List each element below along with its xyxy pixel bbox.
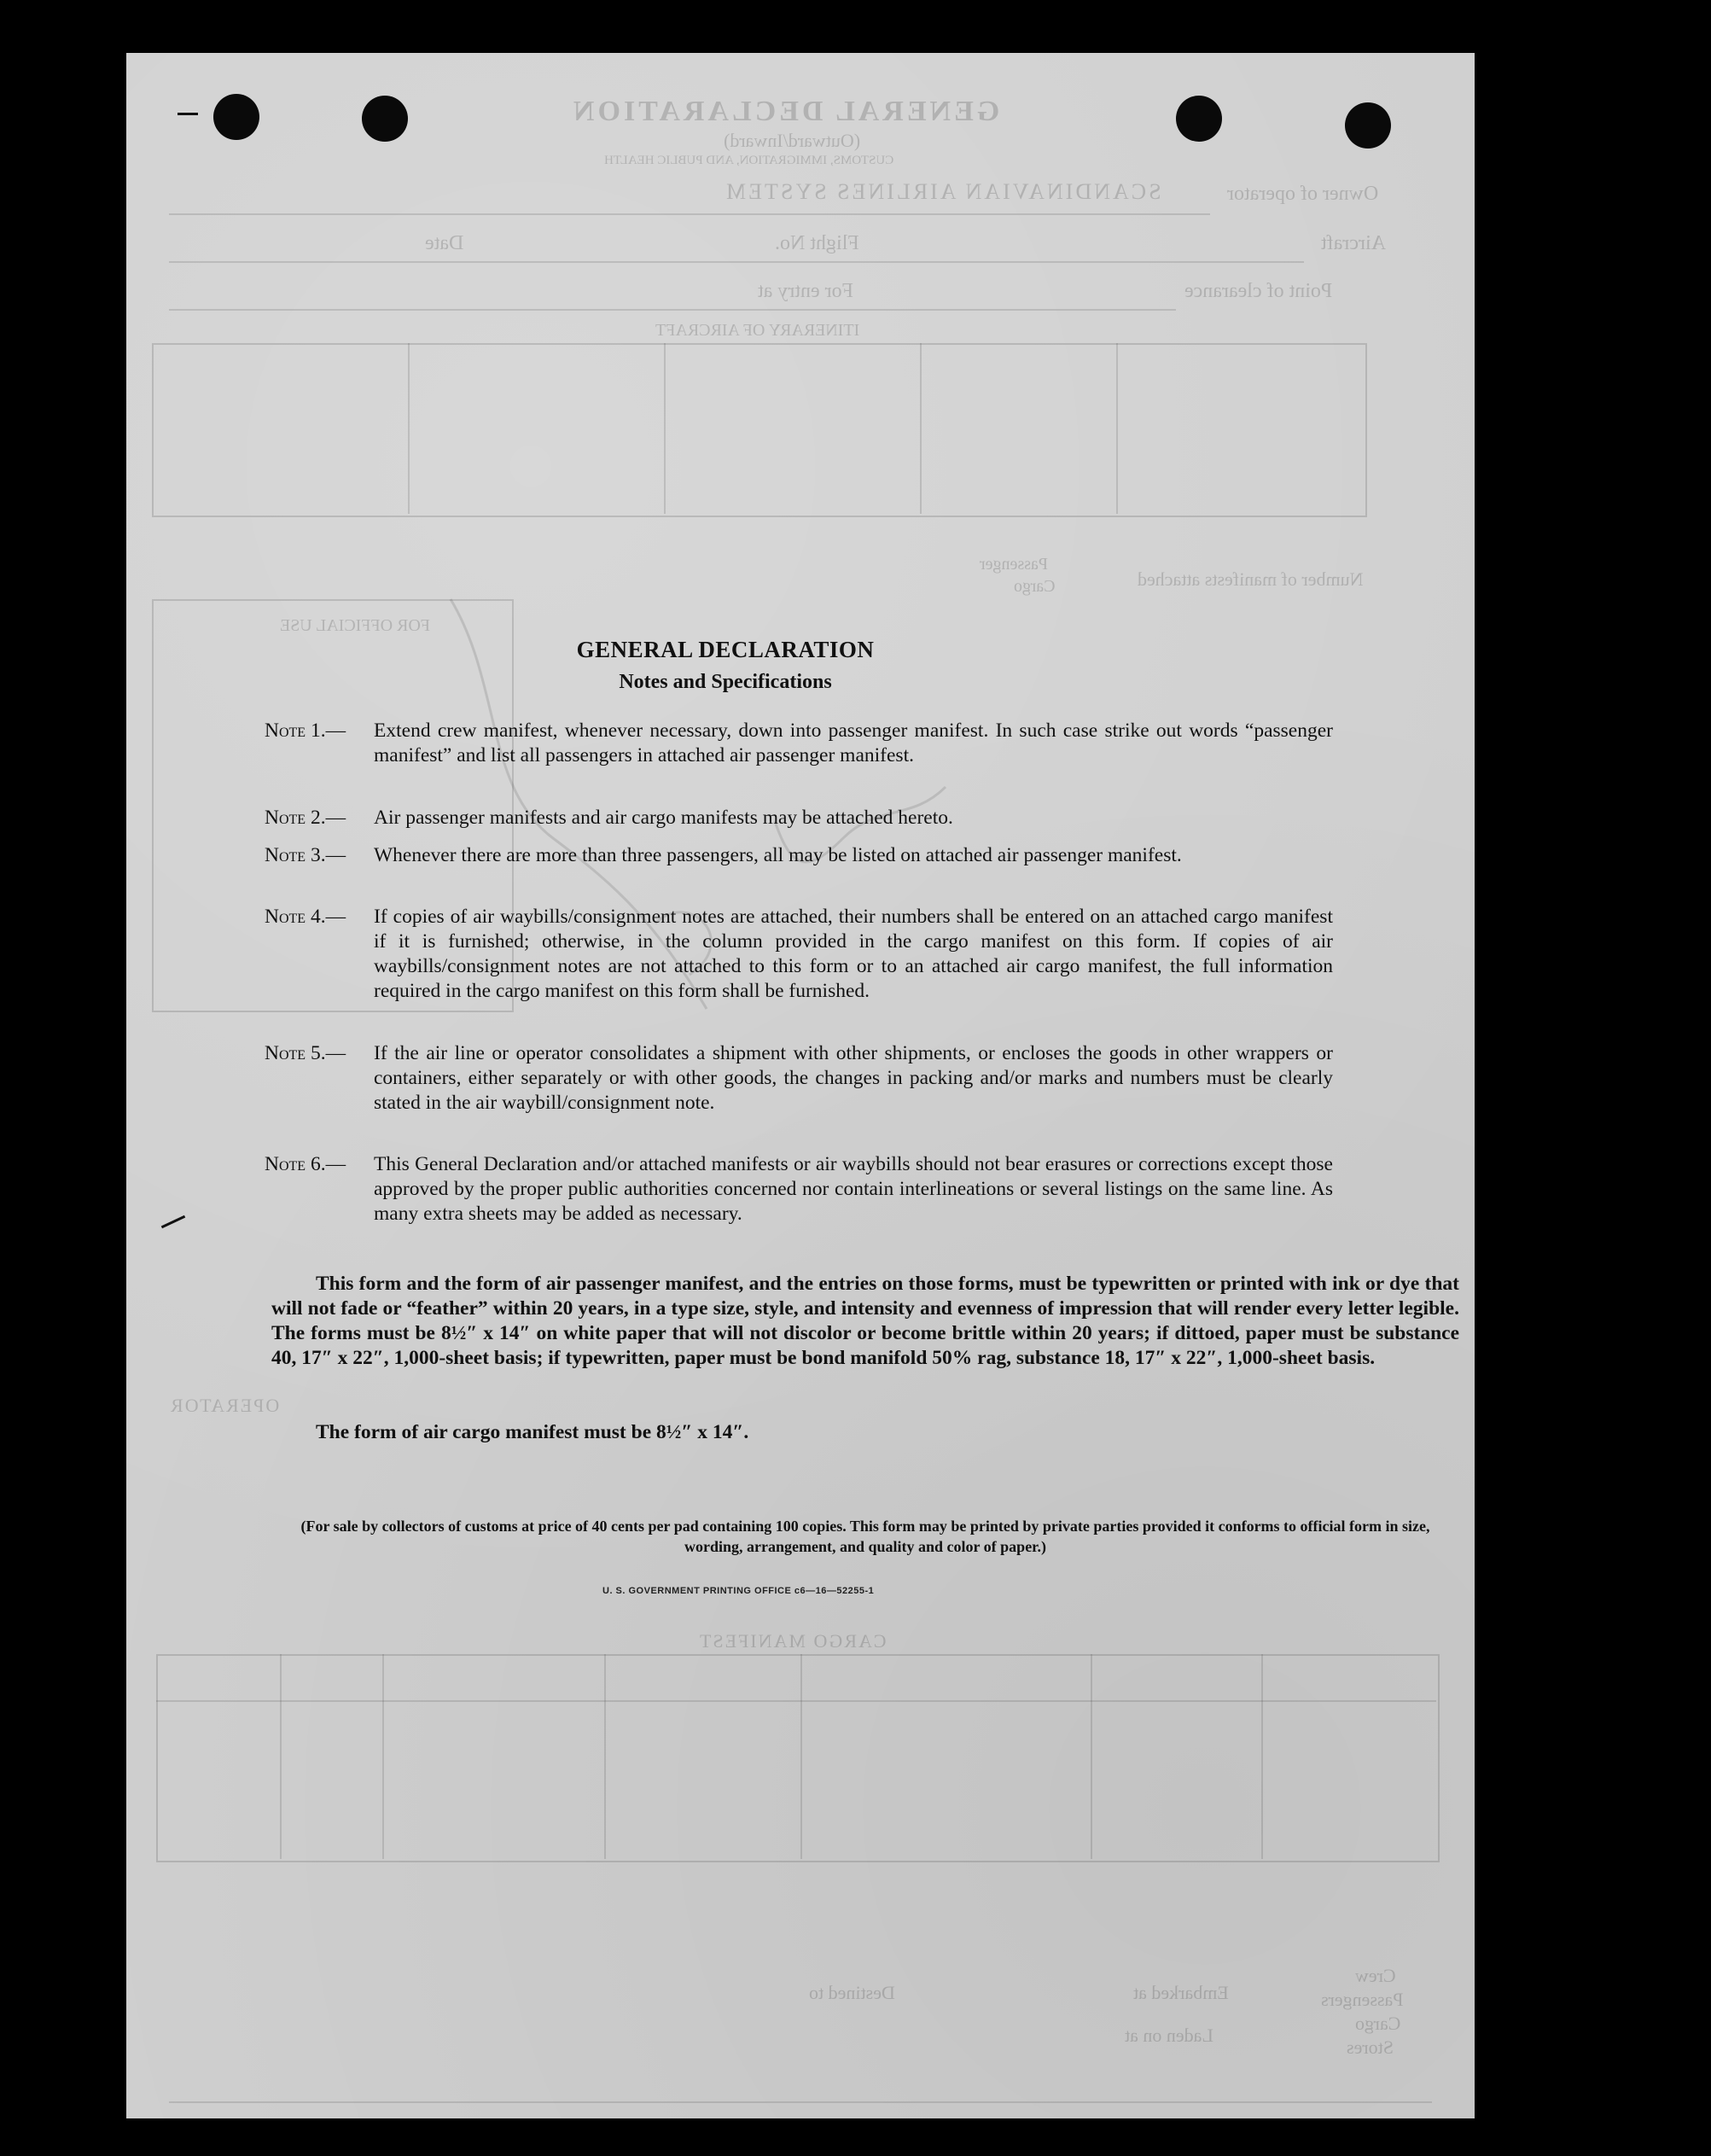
punch-hole-right-1 <box>1176 96 1222 142</box>
bleed-itinerary-table <box>152 343 1367 517</box>
bleed-itinerary-col-3 <box>920 343 922 514</box>
bleed-date-label: Date <box>425 232 464 254</box>
punch-hole-right-2 <box>1345 102 1391 149</box>
printing-office-line: U. S. GOVERNMENT PRINTING OFFICE c6—16—52255-1 <box>602 1586 875 1596</box>
note-text: Whenever there are more than three passengers, all may be listed on attached air passenger manifest. <box>374 844 1182 866</box>
note-label: Note 1.— <box>265 720 346 742</box>
page-subtitle: Notes and Specifications <box>619 671 832 693</box>
bleed-agency: CUSTOMS, IMMIGRATION, AND PUBLIC HEALTH <box>604 154 894 167</box>
bleed-aircraft-label: Aircraft <box>1321 232 1386 254</box>
margin-mark <box>161 1215 185 1228</box>
note-label: Note 5.— <box>265 1042 346 1064</box>
bleed-cargo-col-4 <box>800 1654 802 1859</box>
bleed-signature-line <box>169 2101 1432 2103</box>
note-3 <box>265 843 1333 868</box>
punch-hole-left-1 <box>213 94 259 140</box>
note-label: Note 2.— <box>265 807 346 829</box>
note-5 <box>265 1041 1333 1116</box>
note-text: Air passenger manifests and air cargo manifests may be attached hereto. <box>374 807 953 829</box>
bleed-itinerary-col-2 <box>664 343 666 514</box>
note-label: Note 3.— <box>265 844 346 866</box>
bleed-cargo-manifest: CARGO MANIFEST <box>698 1630 887 1652</box>
document-page <box>126 53 1475 2118</box>
page-title: GENERAL DECLARATION <box>576 637 875 662</box>
note-6 <box>265 1152 1333 1227</box>
bleed-stores-label: Stores <box>1347 2037 1394 2058</box>
note-label: Note 6.— <box>265 1153 346 1175</box>
bleed-passenger-label: Passenger <box>980 555 1048 574</box>
bleed-embarked-label: Embarked at <box>1133 1982 1229 2003</box>
punch-hole-left-2 <box>362 96 408 142</box>
note-1 <box>265 719 1333 768</box>
note-2 <box>265 806 1333 830</box>
bleed-clearance-line <box>169 309 1176 311</box>
sale-notice: (For sale by collectors of customs at price of 40 cents per pad containing 100 copies. This form may be printed by private parties provided it conforms to official form in size, wording, arrangement, and quality and color of paper.) <box>300 1518 1430 1555</box>
bleed-clearance-label: Point of clearance <box>1184 280 1333 302</box>
specification-paragraph: This form and the form of air passenger manifest, and the entries on those forms, must be typewritten or printed with ink or dye that will not fade or “feather” within 20 years, in a type size, style, and intensity and evenness of impression that will render every letter legible. The forms must be 8½″ x 14″ on white paper that will not discolor or become brittle within 20 years; if dittoed, paper must be substance 40, 17″ x 22″, 1,000-sheet basis; if typewritten, paper must be bond manifold 50% rag, substance 18, 17″ x 22″, 1,000-sheet basis. <box>271 1273 1459 1369</box>
bleed-passengers-label: Passengers <box>1321 1989 1404 2010</box>
bleed-cargo-col-5 <box>1091 1654 1092 1859</box>
note-label: Note 4.— <box>265 906 346 928</box>
bleed-cargo-col-6 <box>1261 1654 1263 1859</box>
bleed-entry-label: For entry at <box>758 280 853 302</box>
bleed-destined-label: Destined to <box>809 1982 895 2003</box>
bleed-operator: OPERATOR <box>169 1395 280 1416</box>
bleed-cargo-col-1 <box>280 1654 282 1859</box>
bleed-cargo-stores-label: Cargo <box>1355 2013 1401 2034</box>
bleed-cargo-label: Cargo <box>1014 577 1056 596</box>
margin-mark <box>178 113 198 115</box>
bleed-owner-line <box>169 213 1210 215</box>
note-text: If copies of air waybills/consignment notes are attached, their numbers shall be entered on an attached cargo manifest if it is furnished; otherwise, in the column provided in the cargo manifest on this form. If copies of air waybills/consignment notes are not attached to this form or to an attached air cargo manifest, the full information required in the cargo manifest on this form shall be furnished. <box>374 906 1333 1002</box>
note-text: Extend crew manifest, whenever necessary, down into passenger manifest. In such case strike out words “passenger manifest” and list all passengers in attached air passenger manifest. <box>374 720 1333 766</box>
bleed-owner-value: SCANDINAVIAN AIRLINES SYSTEM <box>724 179 1161 204</box>
bleed-flight-label: Flight No. <box>775 232 859 254</box>
bleed-crew-label: Crew <box>1355 1965 1396 1986</box>
bleed-cargo-col-2 <box>382 1654 384 1859</box>
bleed-itinerary-col-1 <box>408 343 410 514</box>
bleed-itinerary-col-4 <box>1116 343 1118 514</box>
cargo-manifest-size-line: The form of air cargo manifest must be 8½″ x 14″. <box>316 1421 749 1443</box>
bleed-official-use: FOR OFFICIAL USE <box>280 616 430 635</box>
note-text: If the air line or operator consolidates a shipment with other shipments, or encloses the goods in other wrappers or containers, either separately or with other goods, the changes in packing and/or marks and numbers must be clearly stated in the air waybill/consignment note. <box>374 1042 1333 1114</box>
bleed-laden-label: Laden on at <box>1125 2025 1213 2046</box>
bleed-owner-label: Owner of operator <box>1227 183 1379 205</box>
note-text: This General Declaration and/or attached manifests or air waybills should not bear erasures or corrections except those approved by the proper public authorities concerned nor contain interlineations or several listings on the same line. As many extra sheets may be added as necessary. <box>374 1153 1333 1225</box>
bleed-aircraft-line <box>169 261 1304 263</box>
note-4 <box>265 905 1333 1004</box>
bleed-heading: GENERAL DECLARATION <box>570 96 1000 127</box>
bleed-subheading: (Outward/Inward) <box>724 130 861 151</box>
bleed-cargo-table <box>156 1654 1440 1862</box>
bleed-cargo-col-3 <box>604 1654 606 1859</box>
bleed-manifests-label: Number of manifests attached <box>1138 568 1364 590</box>
bleed-itinerary-label: ITINERARY OF AIRCRAFT <box>655 321 860 340</box>
bleed-cargo-header-line <box>156 1700 1436 1702</box>
